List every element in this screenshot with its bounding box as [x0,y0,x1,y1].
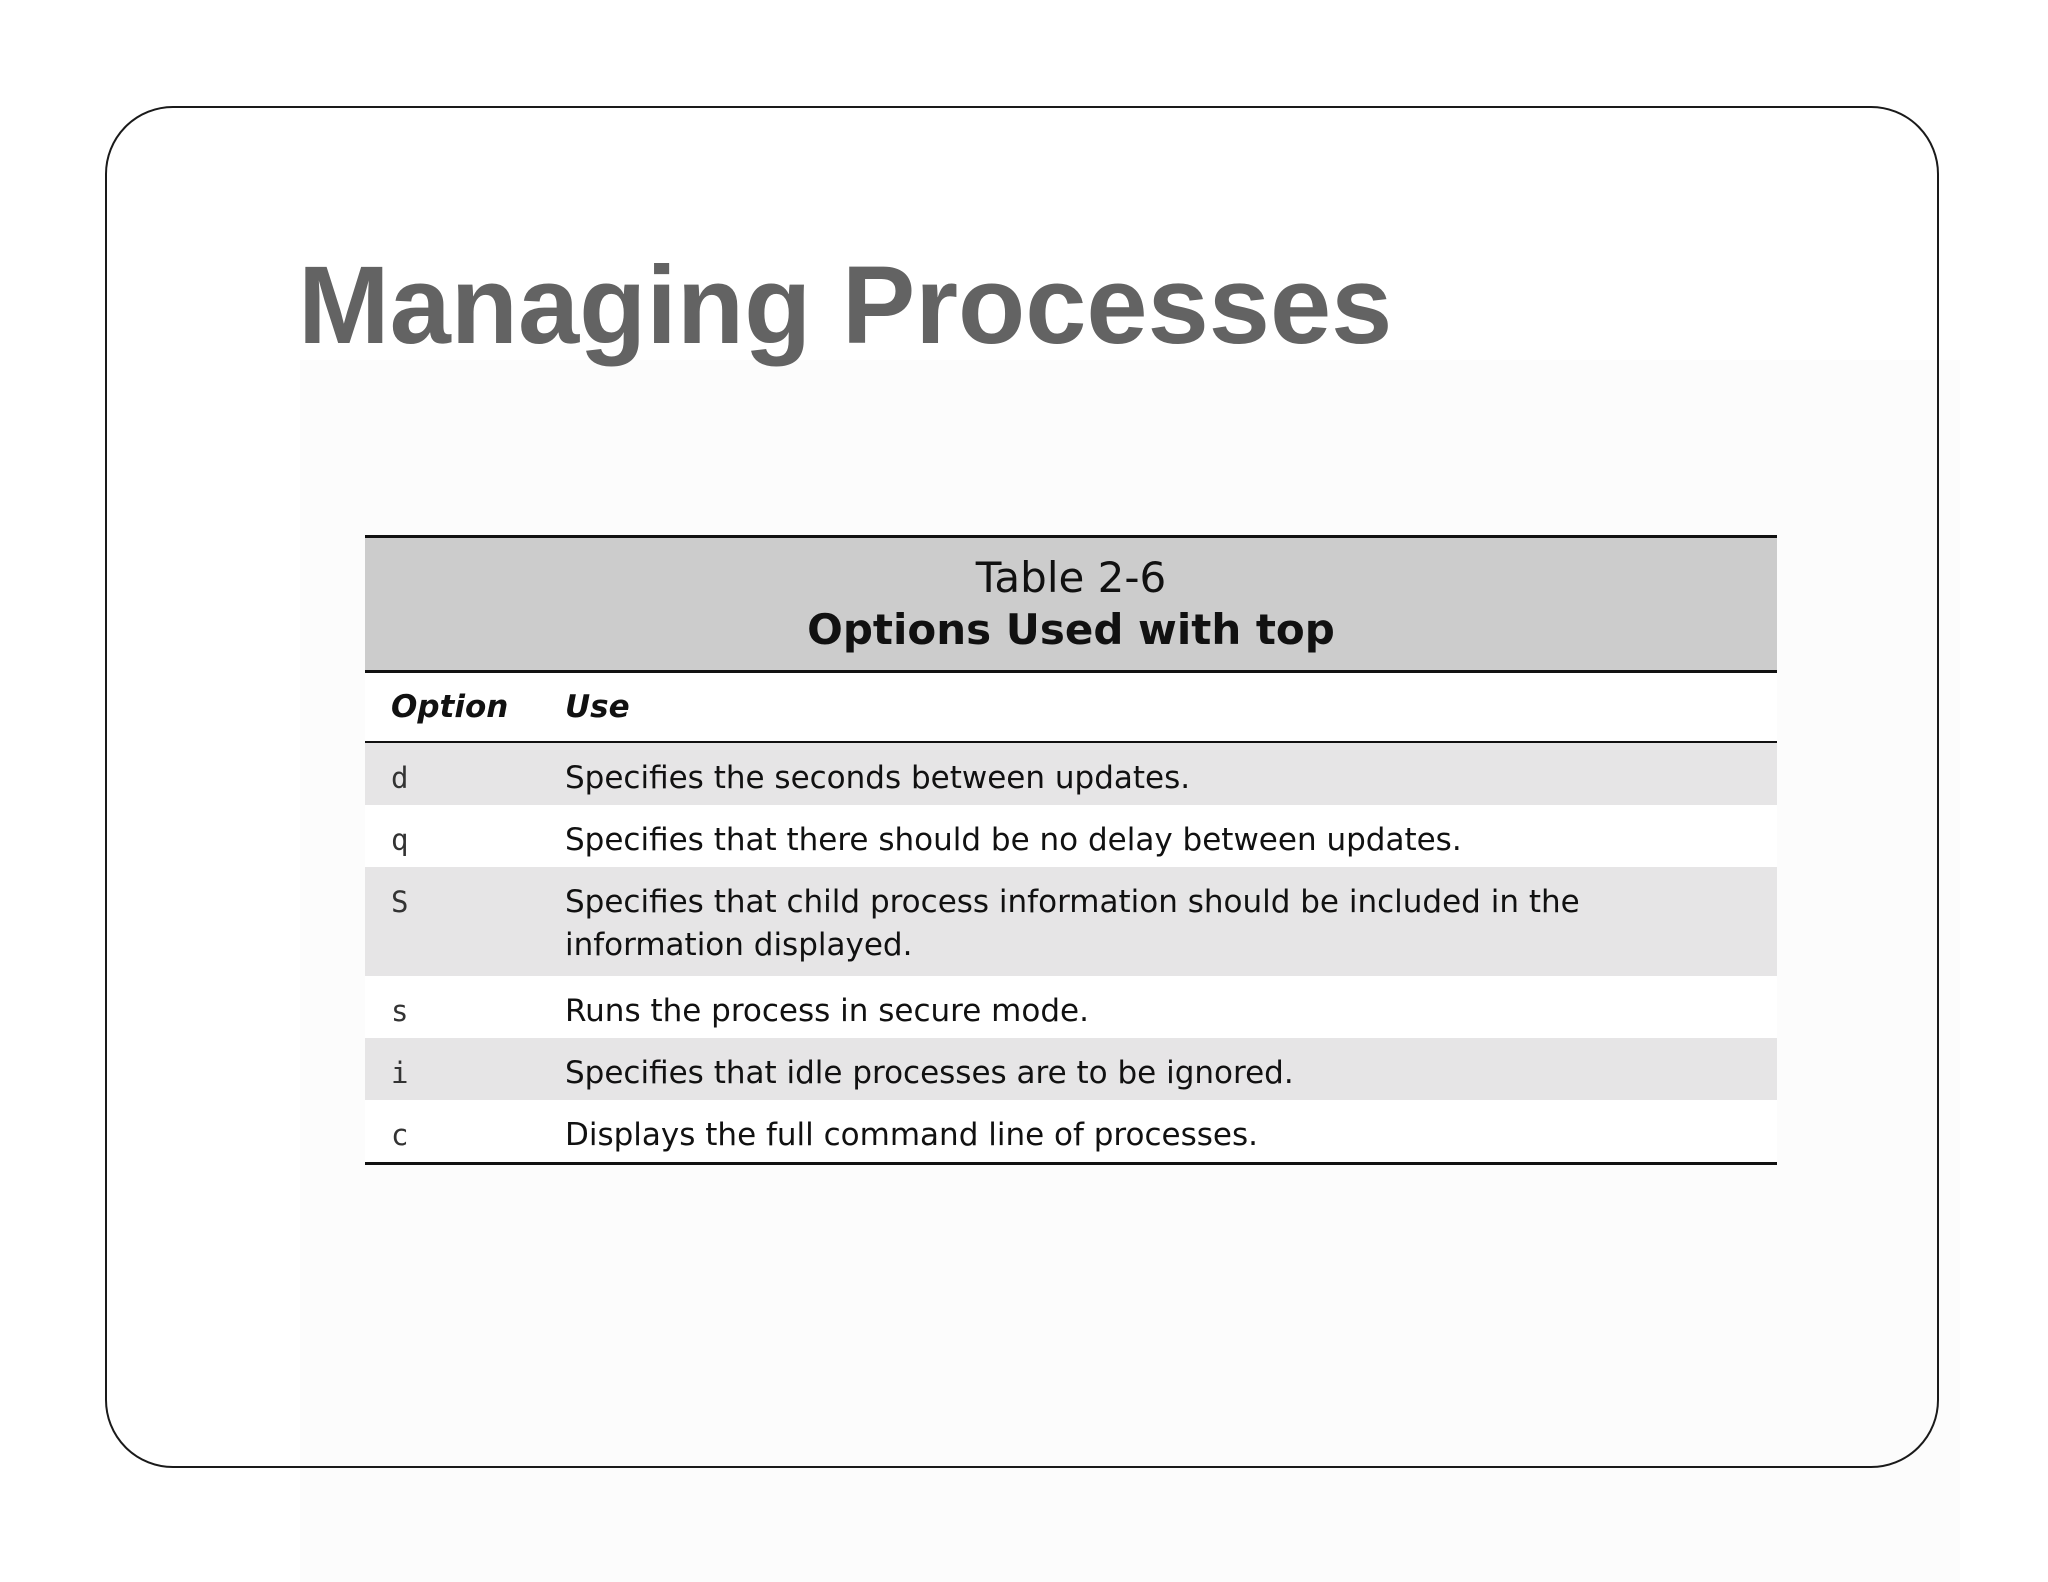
table-row [365,1038,1777,1100]
table-bottom-rule [365,1162,1777,1165]
option-cell: s [391,994,409,1028]
option-cell: q [391,823,409,857]
use-cell: Specifies that idle processes are to be ignored. [565,1055,1294,1091]
use-cell: Specifies the seconds between updates. [565,760,1191,796]
table-row [365,743,1777,805]
option-cell: d [391,761,409,795]
table-row [365,1100,1777,1162]
table-caption [365,535,1777,673]
use-cell: Displays the full command line of processes. [565,1117,1258,1153]
column-header-use: Use [565,689,630,725]
option-cell: S [391,885,409,919]
use-cell: Runs the process in secure mode. [565,993,1089,1029]
table-number: Table 2-6 [975,553,1167,602]
table-body [365,743,1777,1162]
column-header-option: Option [391,689,509,725]
table-header-row [365,673,1777,743]
table-row [365,867,1777,976]
use-cell: Specifies that there should be no delay between updates. [565,822,1462,858]
table-row [365,976,1777,1038]
use-cell: Specifies that child process information should be included in the information displayed. [565,884,1580,963]
slide-title: Managing Processes [298,244,1393,367]
table-row [365,805,1777,867]
option-cell: c [391,1118,409,1152]
option-cell: i [391,1056,409,1090]
table-title: Options Used with top [807,605,1335,654]
options-table [365,535,1777,1165]
